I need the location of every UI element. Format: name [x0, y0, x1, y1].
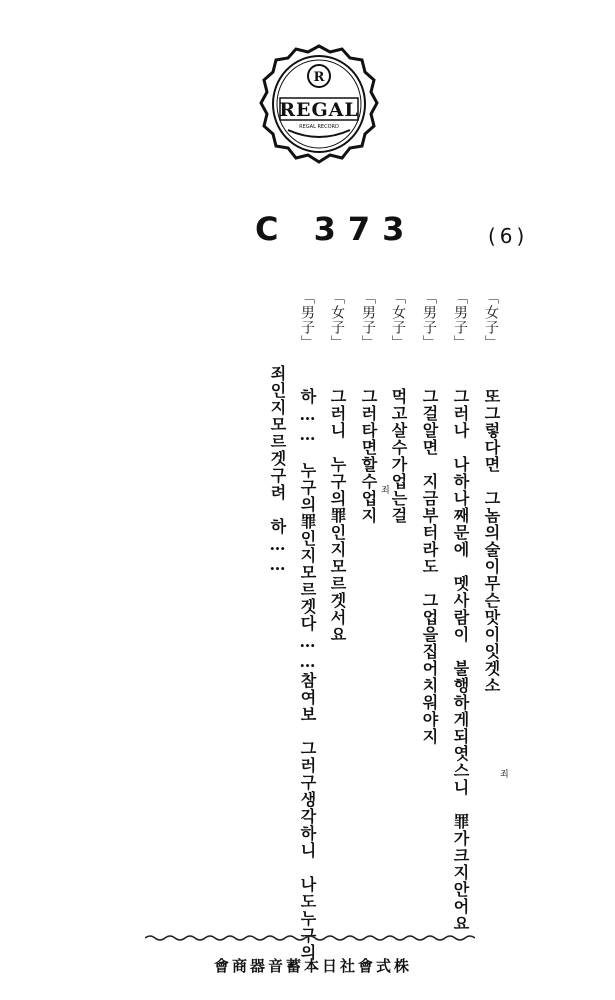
lyric-column — [416, 290, 442, 745]
lyric-line: 그러나 나하나째문에 멧사람이 불행하게되엿스니 罪가크지안어요 — [451, 388, 470, 932]
lyric-line: 먹고살수가업는걸 — [389, 388, 408, 524]
catalog-number: C 373 — [255, 210, 417, 248]
regal-logo — [258, 40, 380, 170]
speaker-role: 「男子」 — [360, 290, 376, 350]
lyric-column — [355, 290, 381, 524]
speaker-role: 「女子」 — [483, 290, 499, 350]
lyric-column — [447, 290, 473, 932]
lyric-line: 그러타면할수업지 — [359, 388, 378, 524]
wavy-divider — [145, 933, 475, 943]
logo-monogram: R — [313, 70, 325, 85]
speaker-role: 「男子」 — [452, 290, 468, 350]
logo-tagline: REGAL RECORD — [299, 124, 339, 130]
speaker-role: 「男子」 — [421, 290, 437, 350]
lyric-line: 하…… 누구의罪인지모르겟다……참여보 그러구생각하니 나도누구의 — [298, 388, 317, 961]
reading-note: 죄 — [500, 770, 509, 780]
logo-brand: REGAL — [279, 99, 359, 121]
publisher-footer: 會商器音蓄本日社會式株 — [213, 957, 412, 975]
regal-seal-icon — [258, 40, 380, 170]
lyric-column — [294, 290, 320, 961]
speaker-role: 「男子」 — [299, 290, 315, 350]
lyric-line: 또그렇다면 그놈의술이무슨맛이잇겟소 — [482, 388, 501, 694]
page-number: (6) — [488, 224, 529, 248]
speaker-role: 「女子」 — [329, 290, 345, 350]
lyric-line: 그러니 누구의罪인지모르겟서요 — [328, 388, 347, 643]
lyric-line: 죄인지모르겟구려 하…… — [268, 365, 287, 575]
lyric-column — [478, 290, 504, 694]
reading-note: 죄 — [381, 486, 390, 496]
speaker-role: 「女子」 — [390, 290, 406, 350]
lyric-line: 그걸알면 지금부터라도 그업을집어치워야지 — [420, 388, 439, 745]
lyric-column — [324, 290, 350, 643]
lyric-column — [264, 290, 290, 575]
